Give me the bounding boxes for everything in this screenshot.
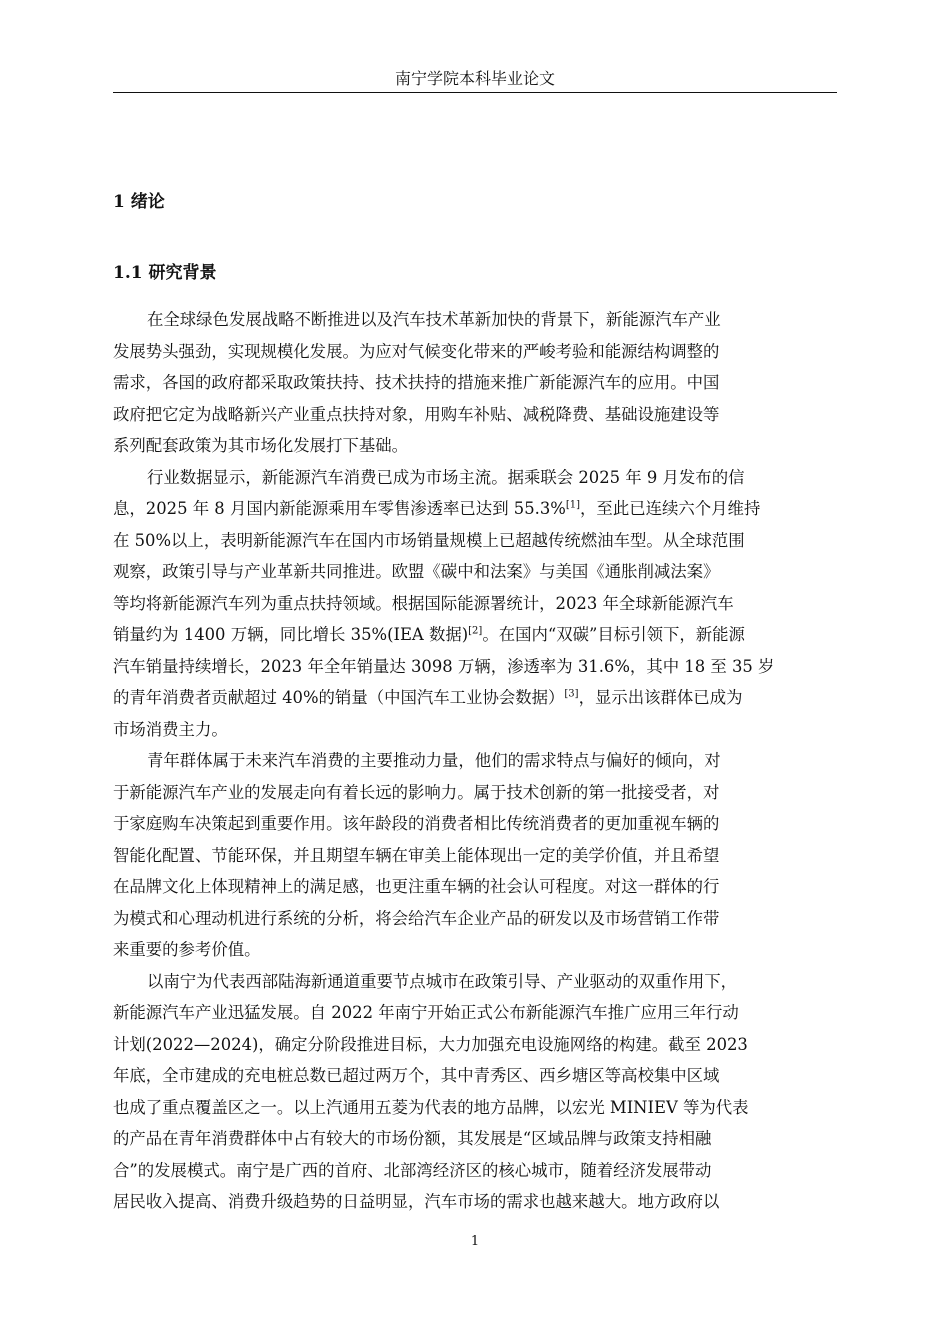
text-line: 在 50%以上，表明新能源汽车在国内市场销量规模上已超越传统燃油车型。从全球范围 xyxy=(113,530,745,550)
text-line: 于家庭购车决策起到重要作用。该年龄段的消费者相比传统消费者的更加重视车辆的 xyxy=(113,814,720,833)
paragraph-3 xyxy=(113,745,837,966)
text-line: 于新能源汽车产业的发展走向有着长远的影响力。属于技术创新的第一批接受者，对 xyxy=(113,782,720,802)
text-segment: 息，2025 年 8 月国内新能源乘用车零售渗透率已达到 55.3% xyxy=(113,499,566,518)
text-line: 观察，政策引导与产业革新共同推进。欧盟《碳中和法案》与美国《通胀削减法案》 xyxy=(113,562,720,581)
text-line: 需求，各国的政府都采取政策扶持、技术扶持的措施来推广新能源汽车的应用。中国 xyxy=(113,373,720,392)
text-line xyxy=(113,682,837,714)
text-line: 政府把它定为战略新兴产业重点扶持对象，用购车补贴、减税降费、基础设施建设等 xyxy=(113,404,720,424)
running-header-title: 南宁学院本科毕业论文 xyxy=(394,69,555,88)
running-header xyxy=(113,68,837,93)
text-segment: ，至此已连续六个月维持 xyxy=(580,499,761,518)
paragraph-4 xyxy=(113,966,837,1218)
text-line: 等均将新能源汽车列为重点扶持领域。根据国际能源署统计，2023 年全球新能源汽车 xyxy=(113,593,734,613)
text-line: 汽车销量持续增长，2023 年全年销量达 3098 万辆，渗透率为 31.6%，其中 18 至 35 岁 xyxy=(113,656,775,676)
paragraph-1 xyxy=(113,304,837,462)
paragraph-2 xyxy=(113,462,837,746)
text-line: 合”的发展模式。南宁是广西的首府、北部湾经济区的核心城市，随着经济发展带动 xyxy=(113,1160,712,1180)
text-line: 青年群体属于未来汽车消费的主要推动力量，他们的需求特点与偏好的倾向，对 xyxy=(147,751,721,770)
text-line: 行业数据显示，新能源汽车消费已成为市场主流。据乘联会 2025 年 9 月发布的信 xyxy=(147,467,745,487)
text-segment: 的青年消费者贡献超过 40%的销量（中国汽车工业协会数据） xyxy=(113,688,565,707)
text-segment: 销量约为 1400 万辆，同比增长 35%(IEA 数据) xyxy=(113,625,469,644)
text-line: 智能化配置、节能环保，并且期望车辆在审美上能体现出一定的美学价值，并且希望 xyxy=(113,845,720,865)
text-line: 市场消费主力。 xyxy=(113,719,228,739)
text-line: 在品牌文化上体现精神上的满足感，也更注重车辆的社会认可程度。对这一群体的行 xyxy=(113,877,720,896)
text-line: 也成了重点覆盖区之一。以上汽通用五菱为代表的地方品牌，以宏光 MINIEV 等为代表 xyxy=(113,1097,749,1117)
text-line: 计划(2022—2024)，确定分阶段推进目标，大力加强充电设施网络的构建。截至 2023 xyxy=(113,1034,748,1054)
text-line: 系列配套政策为其市场化发展打下基础。 xyxy=(113,436,409,455)
text-segment: ，显示出该群体已成为 xyxy=(578,688,743,707)
subsection-title: 1.1 研究背景 xyxy=(113,263,217,283)
citation-ref[interactable]: [2] xyxy=(468,625,483,637)
text-line xyxy=(113,493,837,525)
text-line: 以南宁为代表西部陆海新通道重要节点城市在政策引导、产业驱动的双重作用下， xyxy=(147,971,738,991)
text-line: 发展势头强劲，实现规模化发展。为应对气候变化带来的严峻考验和能源结构调整的 xyxy=(113,341,720,361)
text-line: 的产品在青年消费群体中占有较大的市场份额，其发展是“区域品牌与政策支持相融 xyxy=(113,1129,712,1148)
page-number: 1 xyxy=(470,1234,480,1249)
text-line: 年底，全市建成的充电桩总数已超过两万个，其中青秀区、西乡塘区等高校集中区域 xyxy=(113,1066,720,1085)
body-text xyxy=(113,304,837,1218)
text-line: 新能源汽车产业迅猛发展。自 2022 年南宁开始正式公布新能源汽车推广应用三年行动 xyxy=(113,1003,739,1022)
text-line xyxy=(113,619,837,651)
citation-ref[interactable]: [1] xyxy=(565,499,581,511)
text-line: 为模式和心理动机进行系统的分析，将会给汽车企业产品的研发以及市场营销工作带 xyxy=(113,908,720,928)
chapter-title: 1 绪论 xyxy=(113,192,165,212)
text-line: 来重要的参考价值。 xyxy=(113,940,261,959)
text-line: 居民收入提高、消费升级趋势的日益明显，汽车市场的需求也越来越大。地方政府以 xyxy=(113,1192,720,1211)
text-segment: 。在国内“双碳”目标引领下，新能源 xyxy=(482,625,745,644)
text-line: 在全球绿色发展战略不断推进以及汽车技术革新加快的背景下，新能源汽车产业 xyxy=(147,310,721,329)
citation-ref[interactable]: [3] xyxy=(564,688,579,700)
